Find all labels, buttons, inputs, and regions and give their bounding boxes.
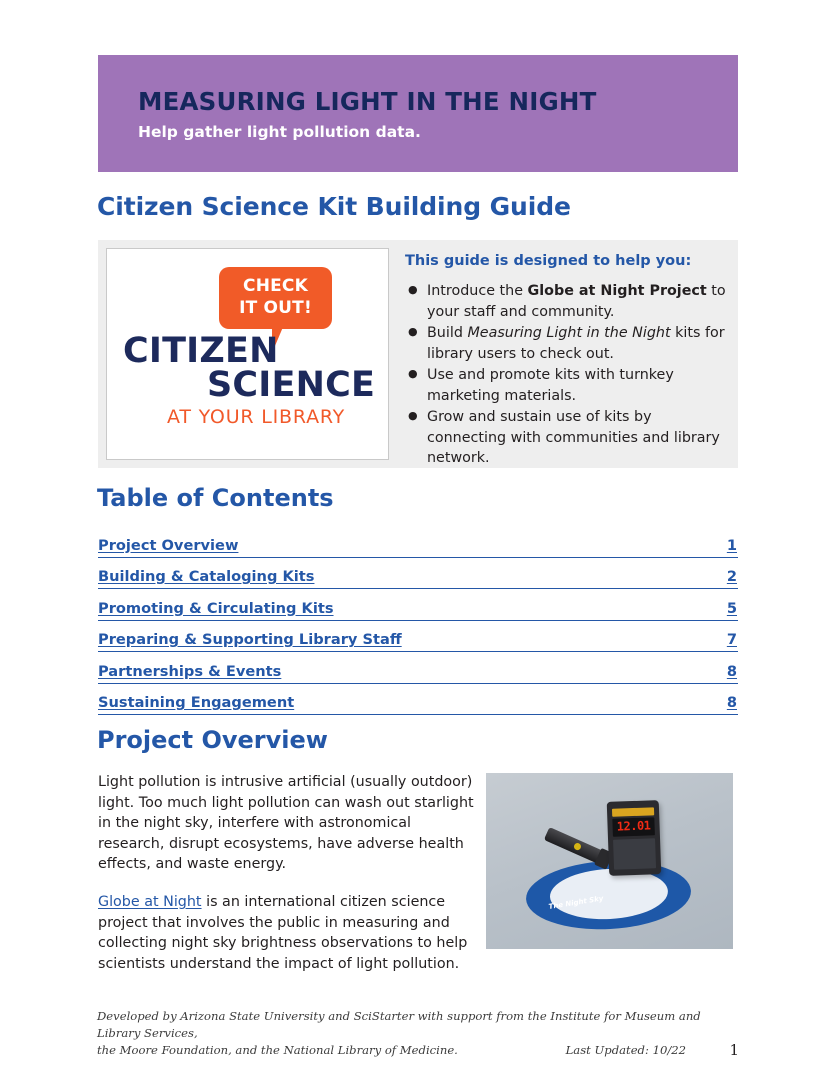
planisphere-label: The Night Sky <box>548 894 604 911</box>
guide-info-box <box>98 240 738 468</box>
list-item <box>427 407 726 469</box>
footer <box>97 1008 740 1059</box>
toc-entry-page[interactable]: 8 <box>726 662 737 680</box>
meter-reading: 12.01 <box>616 818 651 834</box>
logo-panel <box>98 240 397 468</box>
toc-entry-label[interactable]: Partnerships & Events <box>98 662 282 680</box>
banner-title: MEASURING LIGHT IN THE NIGHT <box>138 87 597 116</box>
overview-paragraph-2-rest: is an international citizen science project that involves the public in measuring and collecting night sky brightness observations to help scientists understand the impact of light pollution. <box>98 893 468 972</box>
toc-entry-label[interactable]: Project Overview <box>98 536 239 554</box>
toc-entry[interactable] <box>98 621 738 653</box>
toc-entry-page[interactable]: 5 <box>726 599 737 617</box>
flashlight-button <box>573 842 582 851</box>
toc-entry-page[interactable]: 8 <box>726 694 737 711</box>
guide-purpose-panel <box>397 240 738 468</box>
meter-body-lower <box>613 838 656 869</box>
list-item <box>427 365 726 406</box>
logo-word-science: SCIENCE <box>207 365 376 405</box>
toc-entry[interactable] <box>98 558 738 590</box>
bubble-line-1: CHECK <box>243 276 308 296</box>
overview-paragraph-2 <box>98 892 478 974</box>
toc-entry-label[interactable]: Promoting & Circulating Kits <box>98 599 334 617</box>
toc-title: Table of Contents <box>97 484 334 512</box>
toc-entry-label[interactable]: Sustaining Engagement <box>98 694 295 711</box>
list-item-text: kits for library users to check out. <box>427 325 725 362</box>
toc-entry[interactable] <box>98 526 738 558</box>
logo-word-citizen: CITIZEN <box>123 331 279 371</box>
overview-body <box>98 772 478 991</box>
last-updated: Last Updated: 10/22 <box>565 1043 686 1057</box>
guide-bullet-list <box>405 281 726 469</box>
toc-entry[interactable] <box>98 684 738 716</box>
banner-subtitle: Help gather light pollution data. <box>138 123 421 141</box>
list-item-text: Grow and sustain use of kits by connecting with communities and library network. <box>427 409 720 466</box>
citizen-science-logo <box>107 249 388 459</box>
kit-photo <box>486 773 733 949</box>
section-title-project-overview: Project Overview <box>97 726 328 754</box>
logo-tagline: AT YOUR LIBRARY <box>167 406 346 428</box>
info-heading: This guide is designed to help you: <box>405 253 692 269</box>
toc-entry-label[interactable]: Preparing & Supporting Library Staff <box>98 631 402 648</box>
toc-entry-page[interactable]: 2 <box>726 568 737 585</box>
logo-cell <box>106 248 389 460</box>
list-item-text: Measuring Light in the Night <box>467 325 671 341</box>
globe-at-night-link[interactable]: Globe at Night <box>98 893 202 910</box>
flashlight-image <box>544 827 606 865</box>
page-number: 1 <box>729 1041 739 1059</box>
toc-entry[interactable] <box>98 652 738 684</box>
toc-entry-page[interactable]: 7 <box>726 631 737 648</box>
list-item <box>427 281 726 322</box>
list-item-text: Use and promote kits with turnkey marketing materials. <box>427 367 674 404</box>
list-item-text: Introduce the <box>427 283 528 299</box>
page-title: Citizen Science Kit Building Guide <box>97 192 571 221</box>
list-item-text: Globe at Night Project <box>527 283 707 299</box>
list-item-text: Build <box>427 325 468 341</box>
footer-line-2: the Moore Foundation, and the National Library of Medicine. <box>97 1043 458 1057</box>
list-item <box>427 323 726 364</box>
toc-entry-page[interactable]: 1 <box>726 536 737 554</box>
sky-quality-meter-image <box>607 800 662 876</box>
list-item-text: to your staff and community. <box>427 283 726 320</box>
toc-entry-label[interactable]: Building & Cataloging Kits <box>98 568 315 585</box>
meter-label-band <box>612 807 654 816</box>
footer-line-1: Developed by Arizona State University and SciStarter with support from the Institute for Museum and Library Services, <box>97 1009 701 1040</box>
bubble-line-2: IT OUT! <box>239 298 312 318</box>
overview-paragraph-1: Light pollution is intrusive artificial (usually outdoor) light. Too much light pollution can wash out starlight in the night sky, interfere with astronomical research, disrupt ecosystems, have adverse health effects, and waste energy. <box>98 774 474 873</box>
toc-entry[interactable] <box>98 589 738 621</box>
footer-line-2-row <box>97 1042 740 1059</box>
header-banner <box>98 55 738 172</box>
table-of-contents <box>98 526 738 715</box>
